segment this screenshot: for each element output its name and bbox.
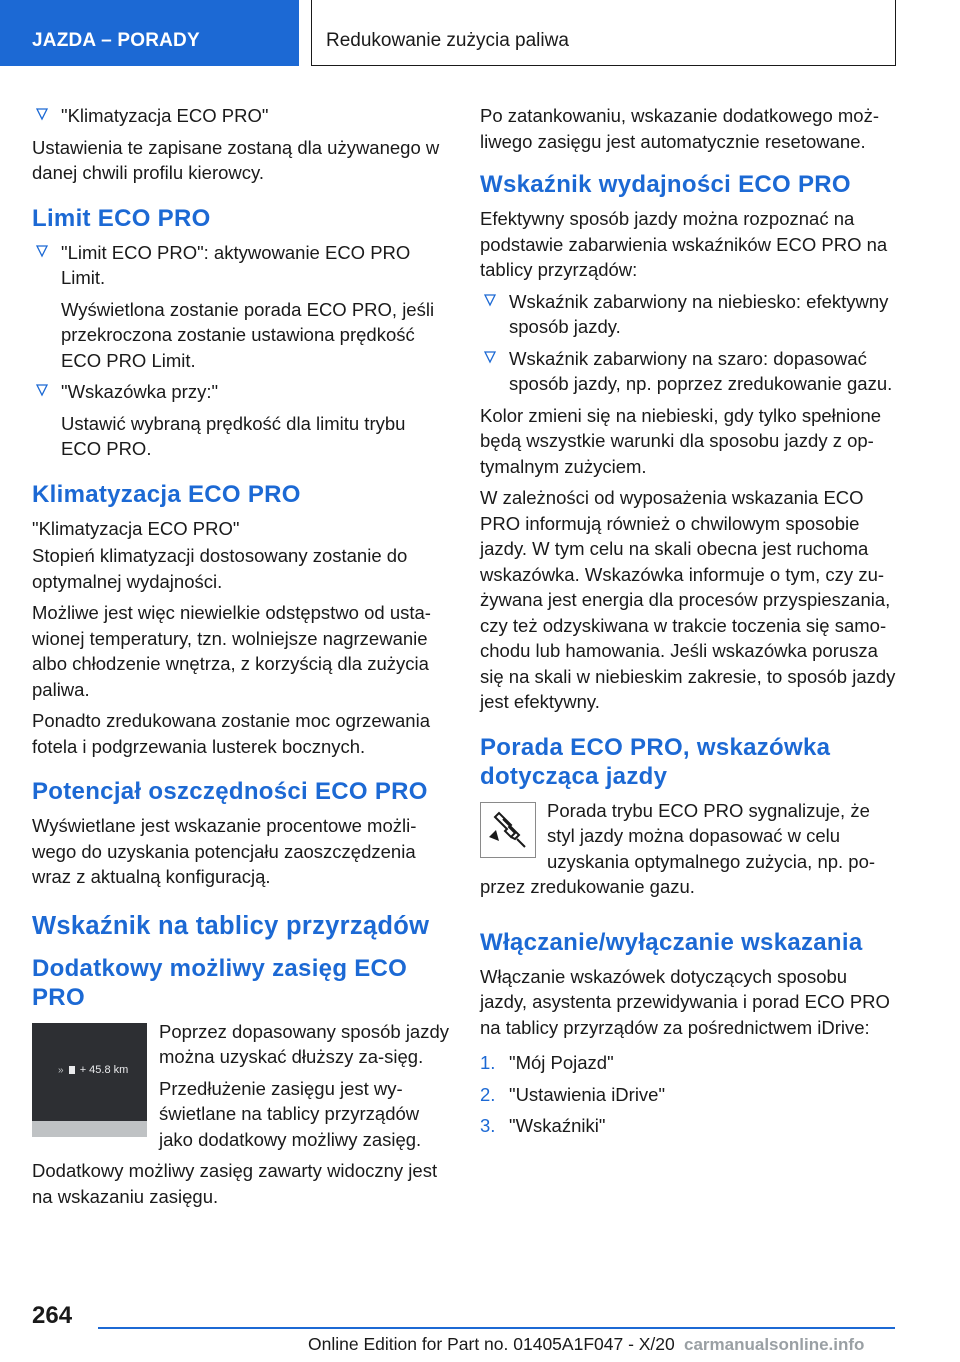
triangle-bullet-icon	[35, 383, 49, 397]
footer-divider	[98, 1327, 895, 1329]
heading-klimatyzacja: Klimatyzacja ECO PRO	[32, 480, 301, 508]
tip-block	[480, 798, 898, 906]
list-item: "Klimatyzacja ECO PRO"	[32, 103, 450, 129]
footer-edition: Online Edition for Part no. 01405A1F047 - X/20	[308, 1334, 675, 1354]
list-item: Wskaźnik zabarwiony na szaro: dopasować sposób jazdy, np. poprzez zredukowanie gazu.	[480, 346, 898, 397]
paragraph: Kolor zmieni się na niebieski, gdy tylko spełnione będą wszystkie warunki dla sposobu jazdy z op-tymalnym zużyciem.	[480, 404, 882, 477]
list-item-detail: Wyświetlona zostanie porada ECO PRO, jeśli przekroczona zostanie ustawiona prędkość ECO PRO Limit.	[61, 298, 435, 371]
section-title: JAZDA – PORADY	[32, 30, 200, 51]
triangle-bullet-icon	[35, 107, 49, 121]
instrument-cluster-image	[32, 1023, 147, 1137]
paragraph: Ustawienia te zapisane zostaną dla używanego w danej chwili profilu kierowcy.	[32, 136, 440, 183]
paragraph: Stopień klimatyzacji dostosowany zostanie do optymalnej wydajności.	[32, 545, 408, 592]
list-item: "Limit ECO PRO": aktywowanie ECO PRO Limit.	[32, 240, 450, 291]
eco-pro-tip-icon	[480, 802, 536, 858]
cluster-bottom-strip	[32, 1121, 147, 1137]
triangle-bullet-icon	[483, 350, 497, 364]
heading-wskaznik-wydajnosci: Wskaźnik wydajności ECO PRO	[480, 171, 851, 198]
heading-limit-eco-pro: Limit ECO PRO	[32, 204, 211, 232]
watermark: carmanualsonline.info	[684, 1335, 865, 1354]
step-item: 1. "Mój Pojazd"	[480, 1052, 614, 1073]
section-tab	[0, 0, 299, 66]
list-item: Wskaźnik zabarwiony na niebiesko: efektywny sposób jazdy.	[480, 289, 898, 340]
heading-dodatkowy-zasieg: Dodatkowy możliwy zasięg ECO PRO	[32, 954, 408, 1011]
step-item: 3. "Wskaźniki"	[480, 1115, 606, 1136]
left-column	[32, 103, 450, 1215]
paragraph: "Klimatyzacja ECO PRO"	[32, 517, 240, 539]
double-chevron-icon: »	[58, 1064, 64, 1076]
paragraph: Możliwe jest więc niewielkie odstępstwo od usta-wionej temperatury, tzn. wolniejsze nagrzewanie albo chłodzenie wnętrza, z korzyścią dla zużycia paliwa.	[32, 602, 431, 700]
right-column	[480, 103, 898, 1145]
paragraph: Dodatkowy możliwy zasięg zawarty widoczny jest na wskazaniu zasięgu.	[32, 1160, 438, 1207]
paragraph: Ponadto zredukowana zostanie moc ogrzewania fotela i podgrzewania lusterek bocznych.	[32, 710, 430, 757]
range-readout: » + 45.8 km	[58, 1063, 129, 1076]
paragraph: Włączanie wskazówek dotyczących sposobu jazdy, asystenta przewidywania i porad ECO PRO na tablicy przyrządów za pośrednictwem iDrive:	[480, 965, 890, 1038]
paragraph: Porada trybu ECO PRO sygnalizuje, że styl jazdy można dopasować w celu uzyskania optymalnego zużycia, np. po-przez zredukowanie gazu.	[480, 799, 876, 897]
paragraph: W zależności od wyposażenia wskazania ECO PRO informują również o chwilowym sposobie jazdy. W tym celu na skali obecna jest ruchoma wskazówka. Wskazówka informuje o tym, czy zu-żywana jest energia dla procesów przyspieszania, czy też odzyskiwana w trakcie toczenia się samo-chodu lub hamowania. Jeśli wskazówka porusza się na skali w niebieskim zakresie, to sposób jazdy jest efektywny.	[480, 487, 896, 712]
chapter-tab	[311, 0, 896, 66]
triangle-bullet-icon	[35, 244, 49, 258]
paragraph: Efektywny sposób jazdy można rozpoznać na podstawie zabarwienia wskaźników ECO PRO na tablicy przyrządów:	[480, 208, 888, 280]
triangle-bullet-icon	[483, 293, 497, 307]
paragraph: Po zatankowaniu, wskazanie dodatkowego moż-liwego zasięgu jest automatycznie resetowane.	[480, 105, 880, 152]
paragraph: Wyświetlane jest wskazanie procentowe możli-wego do uzyskania potencjału zaoszczędzenia wraz z aktualną konfiguracją.	[32, 815, 417, 887]
page-number: 264	[32, 1302, 73, 1329]
heading-potencjal: Potencjał oszczędności ECO PRO	[32, 778, 428, 805]
range-figure-block	[32, 1019, 450, 1159]
paragraph: Poprzez dopasowany sposób jazdy można uzyskać dłuższy za-sięg.	[159, 1020, 450, 1067]
list-item: "Wskazówka przy:"	[32, 379, 450, 405]
steps-list	[480, 1050, 898, 1139]
heading-porada: Porada ECO PRO, wskazówka dotycząca jazdy	[480, 733, 831, 790]
step-item: 2. "Ustawienia iDrive"	[480, 1083, 666, 1105]
fuel-pump-icon	[69, 1066, 75, 1074]
heading-wlaczanie: Włączanie/wyłączanie wskazania	[480, 928, 863, 956]
paragraph: Przedłużenie zasięgu jest wy-świetlane na tablicy przyrządów jako dodatkowy możliwy zasięg.	[159, 1077, 422, 1150]
list-item-detail: Ustawić wybraną prędkość dla limitu trybu ECO PRO.	[61, 412, 406, 459]
heading-tablica: Wskaźnik na tablicy przyrządów	[32, 911, 430, 940]
chapter-title: Redukowanie zużycia paliwa	[326, 30, 569, 51]
